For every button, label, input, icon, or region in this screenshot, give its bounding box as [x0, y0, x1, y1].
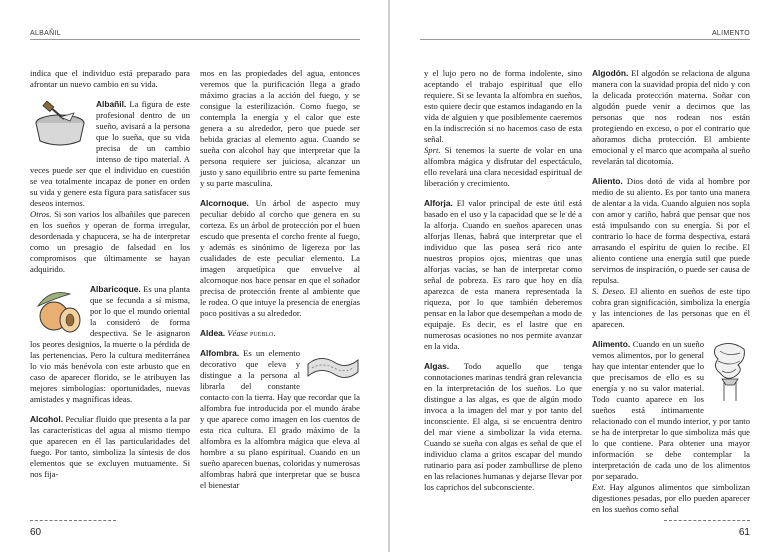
page-number-left: 60	[30, 527, 42, 538]
entry-alcohol	[30, 414, 190, 480]
entry-head-algas: Algas.	[424, 361, 450, 371]
header-rule-left	[30, 39, 360, 40]
paragraph-continued-alfombra: y el lujo pero no de forma indolente, sino aceptando el trabajo espiritual que ello requiere. Si se levanta la alfombra en sueños, esto quiere decir que estamos indagando en la vida de alguien y que posiblemente caeremos en la indiscreción si no hacemos caso de esta señal.	[424, 68, 582, 144]
label-otros: Otros.	[30, 209, 52, 219]
header-rule-right	[420, 39, 750, 40]
apricot-icon	[30, 286, 84, 337]
entry-aliento	[592, 176, 750, 286]
entry-text-algodon: El algodón se relaciona de alguna manera con la suavidad propia del nido y con la delicada protección materna. Soñar con algodón puede venir a decirnos que las personas que nos rodean nos están protegiendo en exceso, o por el contrario que añoramos dicha protección. El ambiente emocional y el marco que acompaña al sueño revelarán tal dicotomía.	[592, 68, 750, 166]
entry-text-alfombra: Es un elemento decorativo que eleva y distingue a la persona al librarla del constante contacto con la tierra. Hay que recordar que la alfombra fue introducida por el mundo árabe y que aparece como imagen en los cuentos de esta rica cultura. El grado máximo de la alfombra es la alfombra mágica que eleva al hombre a su plano espiritual. Cuando en un sueño aparecen buenas, coloridas y numerosas alfombras habrá que interpretar que se busca el bienestar	[200, 348, 360, 490]
entry-alforja	[424, 198, 582, 352]
paragraph-continued: indica que el individuo está preparado para afrontar un nuevo cambio en su vida.	[30, 68, 190, 89]
label-ext: Ext.	[592, 482, 606, 492]
entry-head-aliento: Aliento.	[592, 176, 623, 186]
entry-head-alimento: Alimento.	[592, 339, 631, 349]
see-also-ref: pueblo.	[249, 328, 276, 338]
label-sprt: Sprt.	[424, 145, 441, 155]
entry-sdeseo	[592, 286, 750, 330]
carpet-icon	[306, 350, 360, 387]
entry-text-alforja: El valor principal de este útil está basado en el uso y la capacidad que se le dé a la alforja. Cuando en sueños aparecen unas alforjas llenas, habrá que interpretar que el individuo que las posea será rico ante nuestros propios ojos, mientras que unas alforjas vacías, se han de interpretar como señal de pobreza. Es raro que hoy en día aparezca de esta manera representada la riqueza, por lo que también deberemos pensar en la labor que desempeñan a modo de equipaje. Es decir, es el lastre que en numerosas ocasiones no nos permite avanzar en la vida.	[424, 198, 582, 351]
text-sprt: Si tenemos la suerte de volar en una alfombra mágica y disfrutar del espectáculo, ello revelará una clara necesidad espiritual de liberación y crecimiento.	[424, 145, 582, 188]
entry-head-algodon: Algodón.	[592, 68, 629, 78]
mortar-trowel-icon	[30, 101, 90, 154]
right-page	[390, 0, 780, 552]
right-column-2	[592, 68, 750, 515]
entry-text-alimento: Cuando en un sueño vemos alimentos, por lo general hay que intentar entender que lo que precisamos de ello es su energía y no su valor material. Todo cuanto aparece en los sueños está íntimamente relacionado con el mundo interior, y por tanto se ha de interpretar lo que simboliza más que lo que contiene. Para obtener una mayor información se debe contemplar la interpretación de cada uno de los alimentos por separado.	[592, 339, 750, 481]
entry-text-alcohol: Peculiar fluido que presenta a la par las características del agua al mismo tiempo que aparecen en él las particularidades del fuego. Por tanto, simboliza la síntesis de dos elementos que se excluyen mutuamente. Si nos fija-	[30, 414, 190, 479]
text-ext: Hay algunos alimentos que simbolizan digestiones pesadas, por ello pueden aparecer en los sueños como señal	[592, 482, 750, 514]
left-column-2	[200, 68, 360, 491]
entry-albaricoque	[30, 284, 190, 405]
left-page	[0, 0, 388, 552]
entry-text-alcornoque: Un árbol de aspecto muy peculiar debido al corcho que genera en su corteza. Es un árbol de protección por el buen escudo que presenta el corcho frente al fuego, y además es sinónimo de ligereza por las cualidades de este peculiar elemento. La imagen arquetípica que envuelve al alcornoque nos hace pensar en que el soñador precisa de protección frente al ambiente que le rodea. O que intuye la presencia de energías poco positivas a su alrededor.	[200, 198, 360, 318]
entry-alcornoque	[200, 198, 360, 319]
entry-algodon	[592, 68, 750, 167]
entry-otros	[30, 209, 190, 275]
paragraph-continued-alcohol: mos en las propiedades del agua, entonces veremos que la purificación llega a grado máximo gracias a la acción del fuego, y se consigue la esterilización. Como fuego, se contempla la energía y el calor que este genera a su alrededor, pero que puede ser bebida gracias al elemento agua. Cuando se sueña con alcohol hay que interpretar que la persona requiere ser juiciosa, alcanzar un justo y sano equilibrio entre su parte femenina y su parte masculina.	[200, 68, 360, 188]
entry-algas	[424, 361, 582, 493]
entry-head-alcornoque: Alcornoque.	[200, 198, 249, 208]
entry-head-albanil: Albañil.	[96, 99, 127, 109]
folio-rule-right	[664, 520, 750, 521]
label-sdeseo: S. Deseo.	[592, 286, 626, 296]
entry-text-albanil: La figura de este profesional dentro de un sueño, avisará a la persona que lo sueña, que su vida precisa de un cambio intenso de tipo material. A veces puede ser que el individuo en cuestión se vea totalmente incapaz de poner en orden su vida y genere esta figura para satisfacer sus deseos internos.	[30, 99, 190, 208]
see-also-label: Véase	[227, 328, 248, 338]
entry-head-alfombra: Alfombra.	[200, 348, 240, 358]
entry-head-albaricoque: Albaricoque.	[90, 284, 141, 294]
right-column-1	[424, 68, 582, 493]
page-number-right: 61	[738, 527, 750, 538]
entry-text-aliento: Dios dotó de vida al hombre por medio de su aliento. Es por tanto una manera de alentar a la vida. Cuando alguien nos sopla con amor y cariño, habrá que pensar que nos está impulsando con su energía. Si por el contrario lo hace de forma despectiva, estará arrasando el espíritu de quien lo recibe. El aliento contiene una energía sutil que puede servirnos de inspiración, o puede ser causa de repulsa.	[592, 176, 750, 285]
entry-text-algas: Todo aquello que tenga connotaciones marinas tendrá gran relevancia en la interpretación de los sueños. Lo que distingue a las algas, es que de algún modo invoca a la imagen del mar y por tanto del inconsciente. El alga, si se encuentra dentro del mar viene a simbolizar la vida eterna. Cuando se sueña con algas es señal de que el individuo clama a gritos escapar del mundo rutinario para así poder zambullirse de pleno en las relaciones humanas y dejarse llevar por los caprichos del subconsciente.	[424, 361, 582, 492]
text-sdeseo: El aliento en sueños de este tipo cobra gran significación, simboliza la energía y las intenciones de las personas que en él aparecen.	[592, 286, 750, 329]
entry-head-aldea: Aldea.	[200, 328, 226, 338]
text-otros: Si son varios los albañiles que parecen en los sueños y operan de forma irregular, desordenada y chapucera, se ha de interpretar como un presagio de falsedad en los compromisos que últimamente se hayan adquirido.	[30, 209, 190, 274]
entry-sprt	[424, 145, 582, 189]
running-head-left: ALBAÑIL	[30, 30, 61, 37]
folio-rule-left	[30, 520, 116, 521]
entry-text-albaricoque: Es una planta que se fecunda a sí misma, por lo que el mundo oriental la consideró de forma despectiva. Se le asignaron los peores designios, la muerte o la pérdida de las pertenencias. Pero la cultura mediterránea lo vio más benévola con este arbusto que en caso de aparecer florido, se le atribuyen las mejores simbologías: oportunidades, nuevas amistades y magníficas ideas.	[30, 284, 190, 404]
entry-alimento	[592, 339, 750, 482]
entry-head-alforja: Alforja.	[424, 198, 453, 208]
entry-alfombra	[200, 348, 360, 491]
fork-spaghetti-icon	[710, 341, 750, 406]
left-column-1	[30, 68, 190, 480]
entry-ext	[592, 482, 750, 515]
entry-head-alcohol: Alcohol.	[30, 414, 64, 424]
entry-aldea	[200, 328, 360, 339]
entry-albanil	[30, 99, 190, 209]
running-head-right: ALIMENTO	[711, 30, 750, 37]
